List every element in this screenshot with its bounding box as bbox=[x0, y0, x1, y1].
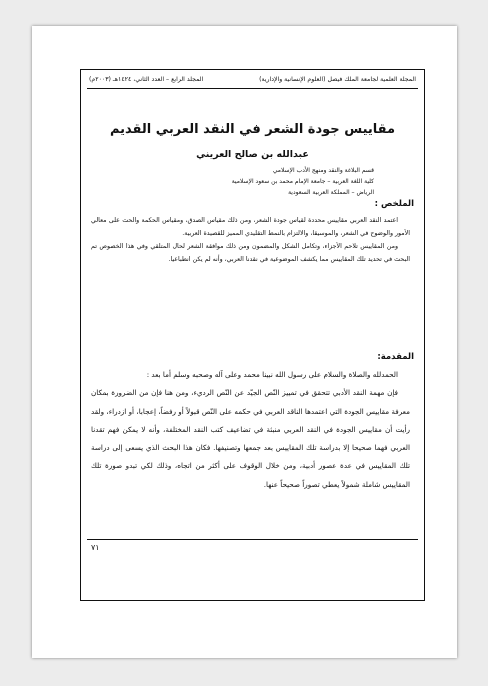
journal-name: المجلة العلمية لجامعة الملك فيصل (العلوم الإنسانية والإدارية) bbox=[259, 76, 416, 83]
header-rule bbox=[87, 88, 418, 89]
author-name: عبدالله بن صالح العريني bbox=[196, 149, 309, 160]
abstract-paragraph: ومن المقاييس تلاحم الأجزاء، وتكامل الشكل والمضمون ومن ذلك موافقة الشعر لحال المتلقي وفي هذا الخصوص تم البحث في تحديد تلك المقاييس مما يكشف الموضوعية في نقدنا العربي، وأنه لم يكن انطباعيا. bbox=[91, 243, 410, 263]
introduction-paragraph: الحمدلله والصلاة والسلام على رسول الله نبينا محمد وعلى آله وصحبه وسلم أما بعد : bbox=[146, 370, 398, 379]
affiliation-line: قسم البلاغة والنقد ومنهج الأدب الإسلامي bbox=[272, 167, 374, 174]
footer-rule bbox=[87, 539, 418, 540]
introduction-heading: المقدمة: bbox=[377, 352, 414, 362]
affiliation-line: كلية اللغة العربية – جامعة الإمام محمد بن سعود الإسلامية bbox=[231, 178, 374, 185]
introduction-body bbox=[91, 366, 410, 494]
abstract-body bbox=[91, 214, 410, 266]
paper-title: مقاييس جودة الشعر في النقد العربي القديم bbox=[109, 122, 396, 137]
page-number: ٧١ bbox=[91, 543, 100, 552]
abstract-paragraph: اعتمد النقد العربي مقاييس محددة لقياس جودة الشعر، ومن ذلك مقياس الصدق، ومقياس الحكمة والحث على معالي الأمور والوضوح في الشعر، والموسيقا، والالتزام بالنمط التقليدي المميز للقصيدة العربية. bbox=[91, 217, 410, 237]
running-header bbox=[89, 76, 416, 83]
document-page bbox=[32, 26, 457, 658]
introduction-paragraph: فإن مهمة النقد الأدبي تتحقق في تمييز النّص الجيّد عن النّص الرديء، ومن هنا فإن من الضرورة بمكان معرفة مقاييس الجودة التي اعتمدها الناقد العربي في حكمه على النّص قبولاً أو رفضاً، إعجابا، أو ازدراء، ولقد رأيت أن مقاييس الجودة في النقد العربي منبثة في تضاعيف كتب النقد المختلفة، وأنه لا يمكن فهم تقدنا العربي فهما صحيحا إلا بدراسة تلك المقاييس بعد جمعها وتصنيفها. فكان هذا البحث الذي يسعى إلى دراسة تلك المقاييس في عدة عصور أدبية، ومن خلال الوقوف على أكثر من اتجاه، وذلك لكي تبدو صورة تلك المقاييس شاملة شمولاً يعطي تصوراً صحيحاً عنها. bbox=[91, 388, 410, 489]
page-frame bbox=[80, 69, 425, 601]
issue-info: المجلد الرابع – العدد الثاني، ١٤٢٤هـ (٢٠٠٣م) bbox=[89, 76, 204, 83]
abstract-heading: الملخص : bbox=[374, 199, 414, 209]
affiliation-block bbox=[232, 165, 374, 198]
affiliation-line: الرياض – المملكة العربية السعودية bbox=[288, 189, 374, 196]
